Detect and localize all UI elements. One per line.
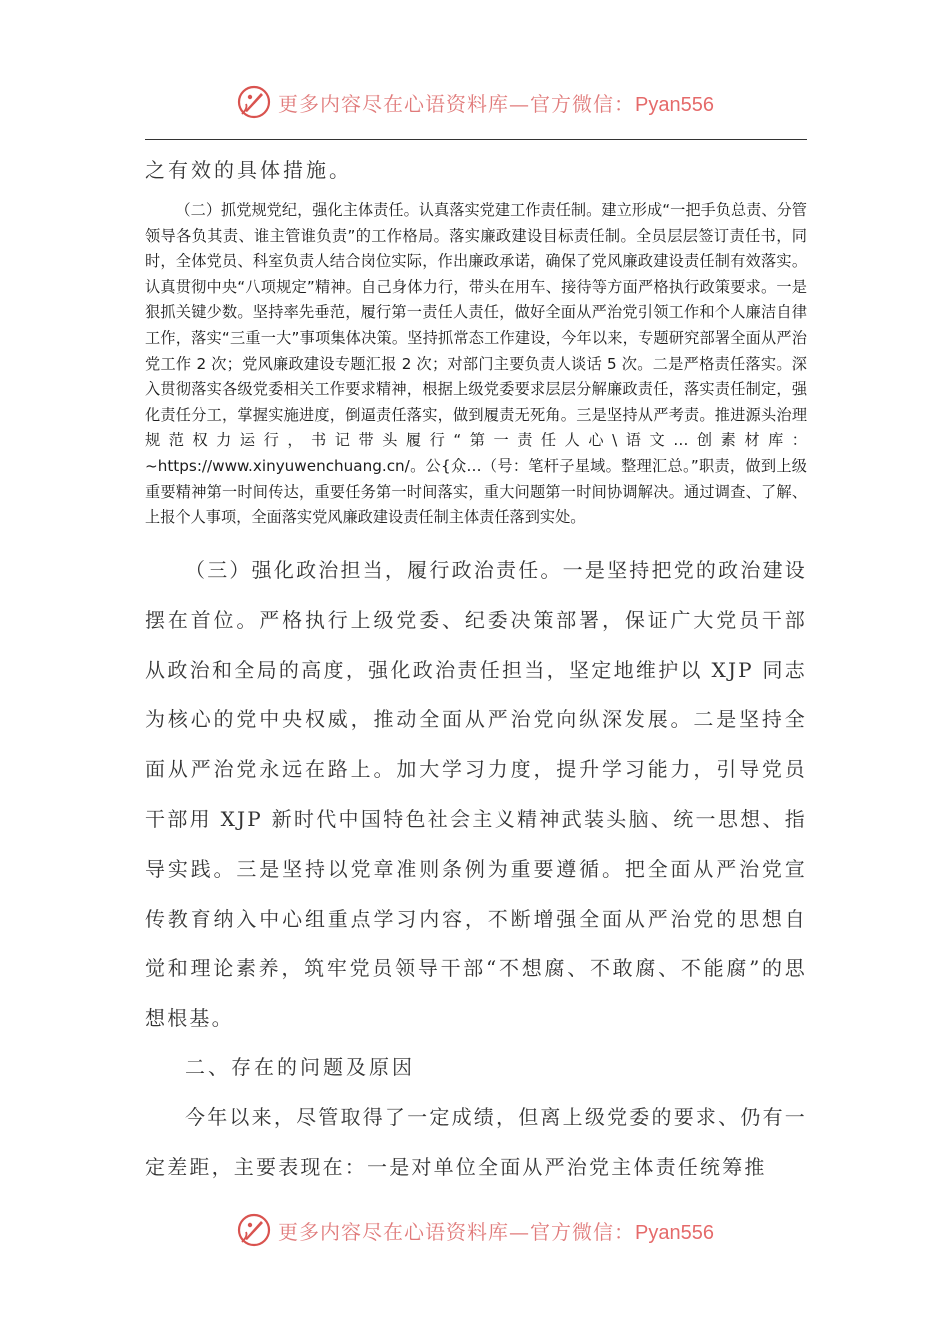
section-two-paragraph: （二）抓党规党纪，强化主体责任。认真落实党建工作责任制。建立形成“一把手负总责、分管领导各负其责、谁主管谁负责”的工作格局。落实廉政建设目标责任制。全员层层签订责任书，同时，全体党员、科室负责人结合岗位实际，作出廉政承诺，确保了党风廉政建设责任制有效落实。认真贯彻中央“八项规定”精神。自己身体力行，带头在用车、接待等方面严格执行政策要求。一是狠抓关键少数。坚持率先垂范，履行第一责任人责任，做好全面从严治党引领工作和个人廉洁自律工作，落实“三重一大”事项集体决策。坚持抓常态工作建设，今年以来，专题研究部署全面从严治党工作 2 次；党风廉政建设专题汇报 2 次；对部门主要负责人谈话 5 次。二是严格责任落实。深入贯彻落实各级党委相关工作要求精神，根据上级党委要求层层分解廉政责任，落实责任制定，强化责任分工，掌握实施进度，倒逼责任落实，做到履责无死角。三是坚持从严考责。推进源头治理规范权力运行，书记带头履行“第一责任人心\语文…创素材库：~https://www.xinyuwenchuang.cn/。公{众…（号：笔杆子星域。整理汇总。”职责，做到上级重要精神第一时间传达，重要任务第一时间落实，重大问题第一时间协调解决。通过调查、了解、上报个人事项，全面落实党风廉政建设责任制主体责任落到实处。 bbox=[145, 201, 807, 527]
footer-banner-text: 更多内容尽在心语资料库—官方微信：Pyan556 bbox=[278, 1219, 714, 1244]
heading-problems: 二、存在的问题及原因 bbox=[185, 1055, 415, 1079]
header-banner-text: 更多内容尽在心语资料库—官方微信：Pyan556 bbox=[278, 91, 714, 116]
quill-seal-logo-icon bbox=[236, 84, 272, 120]
quill-seal-logo-icon bbox=[236, 1212, 272, 1248]
lead-line: 之有效的具体措施。 bbox=[145, 158, 352, 182]
wechat-id: Pyan556 bbox=[635, 1221, 714, 1244]
problems-paragraph: 今年以来，尽管取得了一定成绩，但离上级党委的要求、仍有一定差距，主要表现在：一是对单位全面从严治党主体责任统筹推 bbox=[145, 1105, 807, 1179]
footer-banner bbox=[0, 1212, 950, 1248]
header-banner bbox=[0, 84, 950, 120]
wechat-id: Pyan556 bbox=[635, 93, 714, 116]
section-three-paragraph: （三）强化政治担当，履行政治责任。一是坚持把党的政治建设摆在首位。严格执行上级党委、纪委决策部署，保证广大党员干部从政治和全局的高度，强化政治责任担当，坚定地维护以 XJP 同志为核心的党中央权威，推动全面从严治党向纵深发展。二是坚持全面从严治党永远在路上。加大学习力度，提升学习能力，引导党员干部用 XJP 新时代中国特色社会主义精神武装头脑、统一思想、指导实践。三是坚持以党章准则条例为重要遵循。把全面从严治党宣传教育纳入中心组重点学习内容，不断增强全面从严治党的思想自觉和理论素养，筑牢党员领导干部“不想腐、不敢腐、不能腐”的思想根基。 bbox=[145, 558, 807, 1031]
header-rule bbox=[145, 139, 807, 140]
